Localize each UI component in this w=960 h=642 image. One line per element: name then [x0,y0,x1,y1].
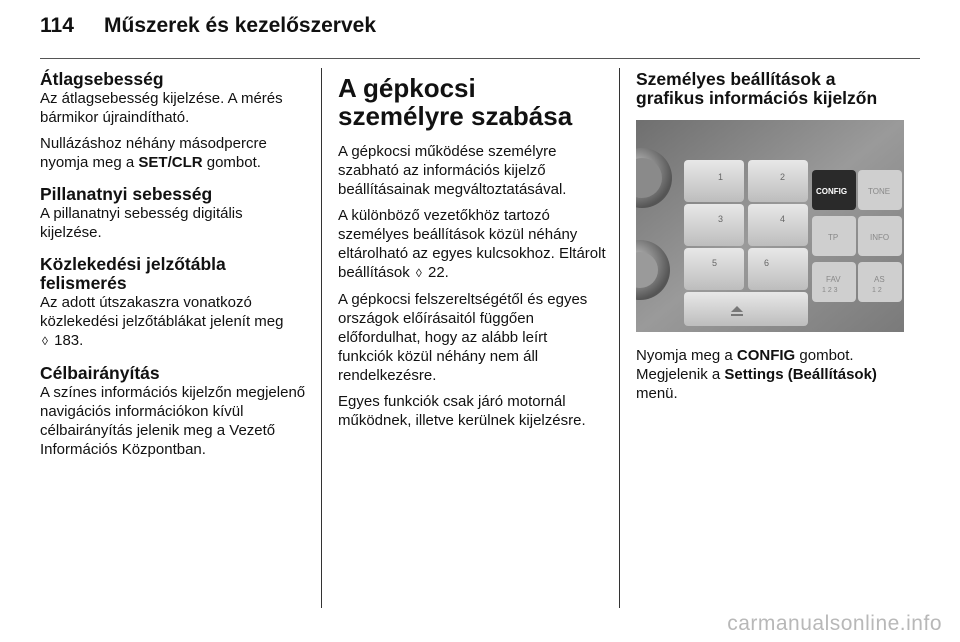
preset-label: 1 [718,172,724,182]
column-right [636,70,904,403]
paragraph: A gépkocsi felszereltségétől és egyes országok előírásaitól függően előfordulhat, hogy az alább leírt funkciók közül néhány nem áll rendelkezésre. [338,291,588,384]
preset-label: 4 [780,214,786,224]
eject-button [684,292,808,326]
control-panel-photo [636,120,904,332]
page-ref[interactable]: 183. [54,332,84,349]
fav-sublabel: 1 2 3 [822,287,838,294]
as-sublabel: 1 2 [872,287,882,294]
preset-label: 6 [764,258,770,268]
page-ref-icon: ◊ [415,266,422,280]
column-middle [338,70,606,430]
preset-label: 5 [712,258,718,268]
paragraph: A színes információs kijelzőn megjelenő navigációs információkon kívül célbairányítás jelenik meg a Vezető Információs Központban. [40,384,306,458]
preset-button-5 [684,248,744,290]
page-header [40,14,920,59]
paragraph: Egyes funkciók csak járó motornál működnek, illetve kerülnek kijelzésre. [338,393,586,429]
text: Megjelenik a [636,366,725,383]
as-label: AS [874,275,885,284]
text: Nyomja meg a [636,347,737,364]
column-divider [619,68,620,608]
config-label: CONFIG [816,187,848,196]
preset-button-2 [748,160,808,202]
preset-button-3 [684,204,744,246]
text: Közlekedési jelzőtábla [40,254,226,274]
preset-button-6 [748,248,808,290]
section-title-guidance: Célbairányítás [40,363,160,383]
text: A különböző vezetőkhöz tartozó személyes beállítások közül néhány eltárolható az egyes kulcsokhoz. Eltárolt beállítások [338,207,606,281]
column-left [40,70,308,459]
chapter-heading: A gépkocsi személyre szabása [338,73,573,131]
page-number: 114 [40,14,74,37]
watermark: carmanualsonline.info [727,612,942,635]
paragraph [40,134,308,172]
paragraph: Az átlagsebesség kijelzése. A mérés bármikor újraindítható. [40,90,283,126]
preset-button-4 [748,204,808,246]
paragraph [40,293,308,351]
preset-label: 2 [780,172,786,182]
button-name-set-clr: SET/CLR [138,154,203,171]
fav-label: FAV [826,275,841,284]
text: felismerés [40,273,127,293]
preset-button-1 [684,160,744,202]
paragraph: A pillanatnyi sebesség digitális kijelzése. [40,205,243,241]
column-divider [321,68,322,608]
paragraph [636,346,904,403]
tp-label: TP [828,233,839,242]
section-title-personal-settings: Személyes beállítások a grafikus információs kijelzőn [636,69,878,108]
section-title-current-speed: Pillanatnyi sebesség [40,184,213,204]
text: menü. [636,385,678,402]
page-ref[interactable]: 22. [428,264,449,281]
info-label: INFO [870,233,890,242]
section-title-sign-recognition [40,255,308,293]
page-ref-icon: ◊ [42,334,48,348]
text: gombot. [202,154,261,171]
text: Nullázáshoz néhány másodpercre nyomja meg a [40,135,267,171]
paragraph: A gépkocsi működése személyre szabható az információs kijelző beállításainak megváltoztatásával. [338,143,567,198]
text: Az adott útszakaszra vonatkozó közlekedési jelzőtáblákat jelenít meg [40,294,284,330]
running-title: Műszerek és kezelőszervek [104,14,377,37]
button-name-config: CONFIG [736,347,796,364]
preset-label: 3 [718,214,724,224]
text: gombot. [795,347,854,364]
menu-name-settings: Settings (Beállítások) [724,366,877,383]
paragraph [338,206,606,283]
tone-label: TONE [868,187,891,196]
section-title-average-speed: Átlagsebesség [40,69,164,89]
